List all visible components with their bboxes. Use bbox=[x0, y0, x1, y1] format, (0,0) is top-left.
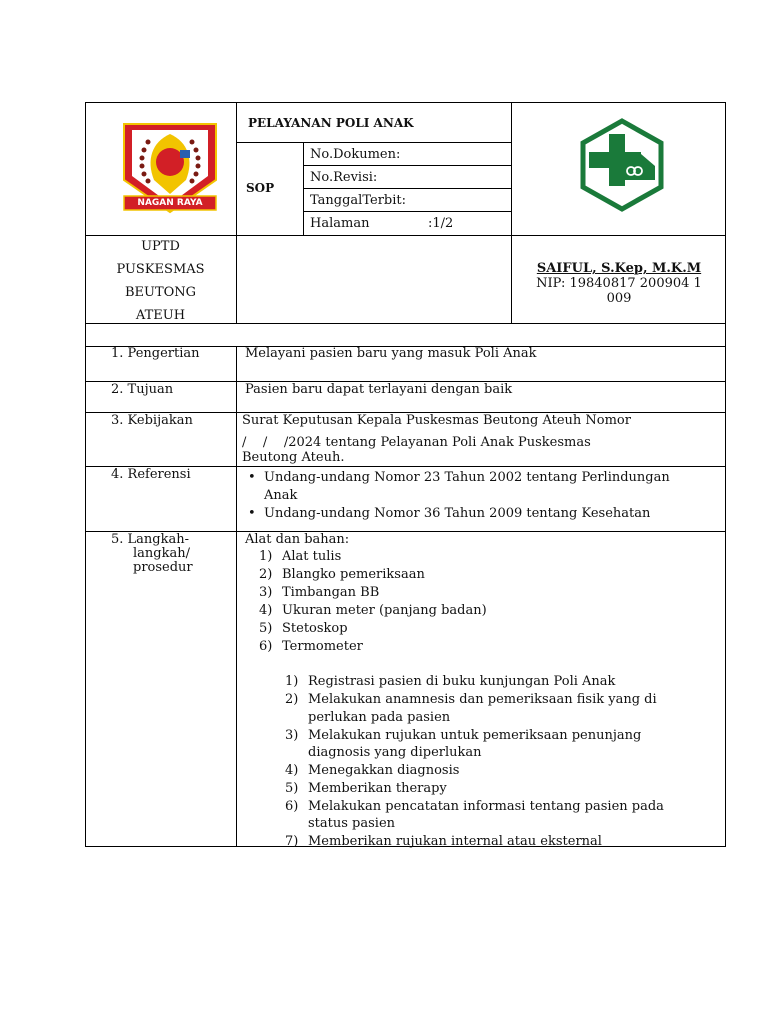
institution-line3: BEUTONG bbox=[124, 285, 197, 300]
alat-bahan-intro: Alat dan bahan: bbox=[245, 532, 350, 547]
tool-item: Stetoskop bbox=[282, 621, 348, 636]
step-number: 6) bbox=[285, 799, 299, 814]
no-revisi-field: No.Revisi: bbox=[310, 170, 378, 185]
sop-label: SOP bbox=[246, 181, 275, 195]
referensi-item2: Undang-undang Nomor 36 Tahun 2009 tentang Kesehatan bbox=[264, 506, 651, 521]
referensi-item1-line2: Anak bbox=[264, 488, 298, 503]
bullet-icon: • bbox=[248, 470, 256, 485]
step-number: 5) bbox=[285, 781, 299, 796]
document-title: PELAYANAN POLI ANAK bbox=[248, 116, 414, 130]
step-text-cont: diagnosis yang diperlukan bbox=[308, 745, 482, 760]
step-number: 7) bbox=[285, 834, 299, 849]
institution-line1: UPTD bbox=[141, 239, 180, 254]
signer-nip-line1: NIP: 19840817 200904 1 bbox=[536, 276, 702, 291]
kebijakan-line1: Surat Keputusan Kepala Puskesmas Beutong Ateuh Nomor bbox=[242, 413, 631, 428]
section-label-tujuan: 2. Tujuan bbox=[111, 382, 174, 397]
no-dokumen-field: No.Dokumen: bbox=[310, 147, 401, 162]
tool-number: 4) bbox=[259, 603, 273, 618]
section-label-langkah-line1: 5. Langkah- bbox=[111, 532, 190, 547]
institution-line4: ATEUH bbox=[135, 308, 186, 323]
referensi-item1-line1: Undang-undang Nomor 23 Tahun 2002 tentang Perlindungan bbox=[264, 470, 670, 485]
halaman-value: :1/2 bbox=[428, 216, 454, 231]
step-text: Memberikan therapy bbox=[308, 781, 447, 796]
step-number: 4) bbox=[285, 763, 299, 778]
section-text-tujuan: Pasien baru dapat terlayani dengan baik bbox=[245, 382, 513, 397]
step-text-cont: status pasien bbox=[308, 816, 396, 831]
section-label-kebijakan: 3. Kebijakan bbox=[111, 413, 193, 428]
step-text: Menegakkan diagnosis bbox=[308, 763, 460, 778]
tool-item: Timbangan BB bbox=[282, 585, 380, 600]
tool-number: 6) bbox=[259, 639, 273, 654]
step-number: 1) bbox=[285, 674, 299, 689]
logo-caption: NAGAN RAYA bbox=[137, 198, 203, 208]
kebijakan-line3: Beutong Ateuh. bbox=[242, 450, 345, 465]
step-text: Registrasi pasien di buku kunjungan Poli Anak bbox=[308, 674, 616, 689]
section-label-langkah-line2: langkah/ bbox=[133, 546, 190, 561]
tool-item: Ukuran meter (panjang badan) bbox=[282, 603, 487, 618]
institution-line2: PUSKESMAS bbox=[116, 262, 205, 277]
puskesmas-logo bbox=[575, 118, 669, 212]
section-label-referensi: 4. Referensi bbox=[111, 467, 191, 482]
halaman-label: Halaman bbox=[310, 216, 370, 231]
step-text: Melakukan pencatatan informasi tentang pasien pada bbox=[308, 799, 664, 814]
tanggal-terbit-field: TanggalTerbit: bbox=[310, 193, 406, 208]
tool-number: 3) bbox=[259, 585, 273, 600]
kebijakan-line2: / / /2024 tentang Pelayanan Poli Anak Puskesmas bbox=[242, 435, 591, 450]
signer-nip-line2: 009 bbox=[606, 291, 632, 306]
signer-name: SAIFUL, S.Kep, M.K.M bbox=[536, 261, 702, 276]
section-text-pengertian: Melayani pasien baru yang masuk Poli Anak bbox=[245, 346, 537, 361]
section-label-langkah-line3: prosedur bbox=[133, 560, 193, 575]
tool-item: Alat tulis bbox=[282, 549, 342, 564]
tool-number: 5) bbox=[259, 621, 273, 636]
step-text: Memberikan rujukan internal atau eksternal bbox=[308, 834, 602, 849]
step-number: 3) bbox=[285, 728, 299, 743]
tool-item: Termometer bbox=[282, 639, 363, 654]
nagan-raya-logo bbox=[118, 120, 222, 214]
step-text-cont: perlukan pada pasien bbox=[308, 710, 451, 725]
bullet-icon: • bbox=[248, 506, 256, 521]
section-label-pengertian: 1. Pengertian bbox=[111, 346, 200, 361]
step-text: Melakukan anamnesis dan pemeriksaan fisik yang di bbox=[308, 692, 657, 707]
step-number: 2) bbox=[285, 692, 299, 707]
step-text: Melakukan rujukan untuk pemeriksaan penunjang bbox=[308, 728, 642, 743]
tool-number: 2) bbox=[259, 567, 273, 582]
tool-item: Blangko pemeriksaan bbox=[282, 567, 425, 582]
tool-number: 1) bbox=[259, 549, 273, 564]
